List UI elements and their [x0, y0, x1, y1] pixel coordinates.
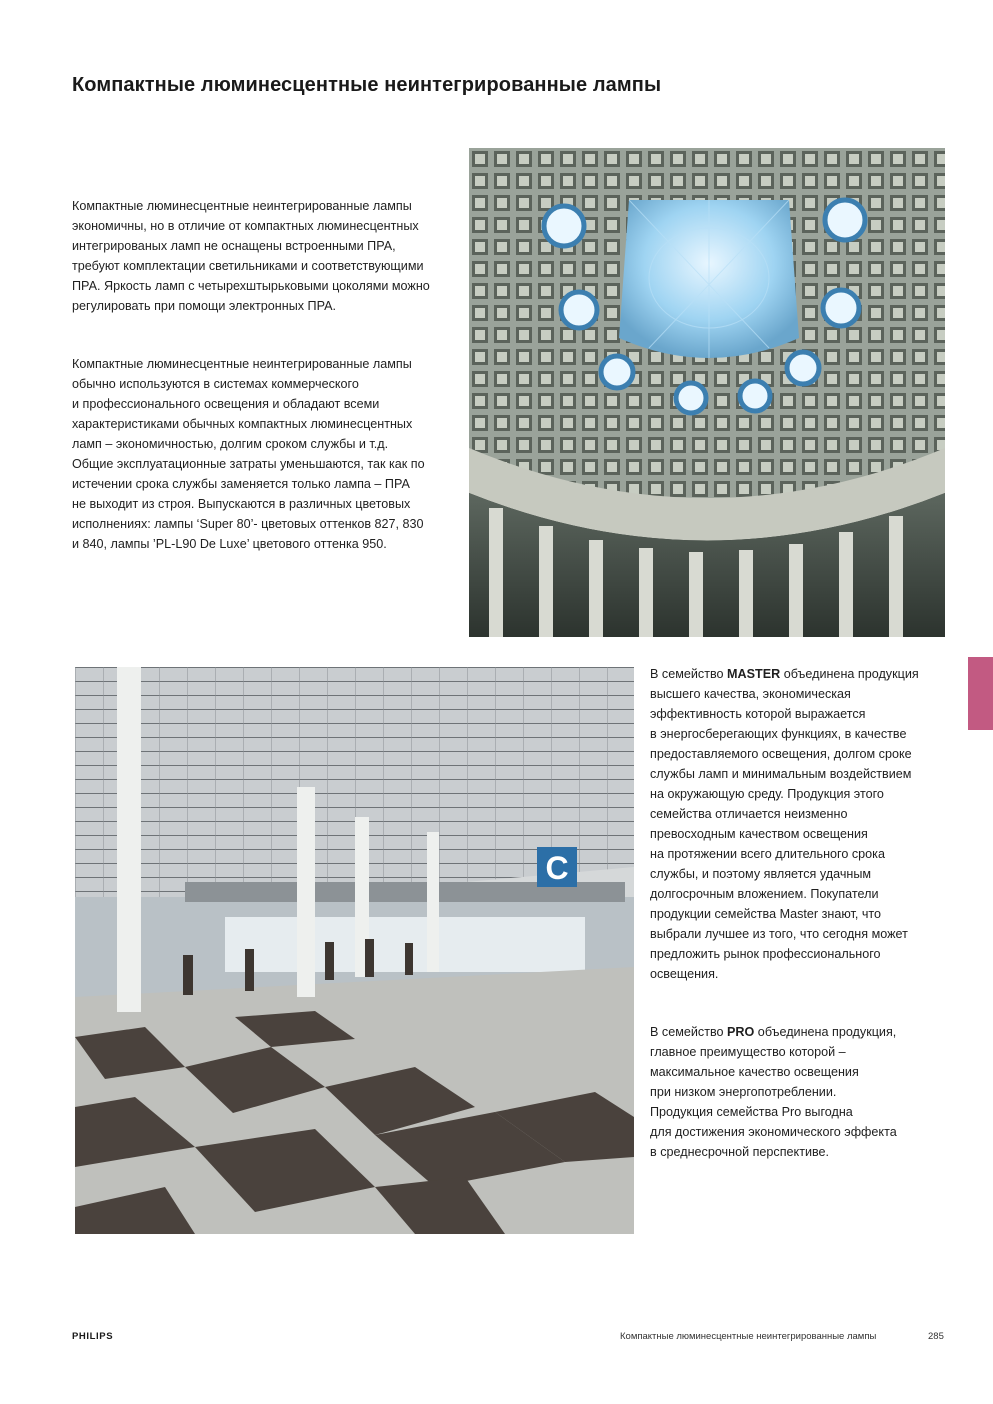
text-line: семейства отличается неизменно: [650, 807, 848, 821]
text-line: обычно используются в системах коммерческого: [72, 377, 359, 391]
page-title: Компактные люминесцентные неинтегрированные лампы: [72, 74, 662, 96]
text-line: выбрали лучшее из того, что сегодня может: [650, 927, 908, 941]
text-line: и 840, лампы ’PL-L90 De Luxe’ цветового оттенка 950.: [72, 537, 387, 551]
text-line: не выходит из строя. Выпускаются в различных цветовых: [72, 497, 411, 511]
text-line: эффективность которой выражается: [650, 707, 866, 721]
page-number: 285: [928, 1331, 944, 1342]
text-line: в среднесрочной перспективе.: [650, 1145, 830, 1159]
text-line: на протяжении всего длительного срока: [650, 847, 885, 861]
airport-hall-photo: [75, 667, 634, 1234]
philips-logo: PHILIPS: [72, 1331, 114, 1342]
text-line: характеристиками обычных компактных люминесцентных: [72, 417, 413, 431]
text-line: главное преимущество которой –: [650, 1045, 846, 1059]
dome-ceiling-illustration: [469, 148, 945, 637]
text-line: превосходным качеством освещения: [650, 827, 868, 841]
dome-ceiling-photo: [469, 148, 945, 637]
text-line: для достижения экономического эффекта: [650, 1125, 897, 1139]
text-line: Общие эксплуатационные затраты уменьшаются, так как по: [72, 457, 425, 471]
master-paragraph: [650, 664, 919, 984]
text-line: ПРА. Яркость ламп с четырехштырьковыми цоколями можно: [72, 279, 430, 293]
pro-paragraph: [650, 1022, 897, 1162]
text-line: на окружающую среду. Продукция этого: [650, 787, 884, 801]
text-line: ламп – экономичностью, долгим сроком службы и т.д.: [72, 437, 389, 451]
text-line: истечении срока службы заменяется только лампа – ПРА: [72, 477, 410, 491]
text-line: Продукция семейства Pro выгодна: [650, 1105, 853, 1119]
text-line: предоставляемого освещения, долгом сроке: [650, 747, 912, 761]
text-fragment: В семейство: [650, 667, 728, 681]
text-line: [650, 664, 919, 684]
text-line: и профессионального освещения и обладают всеми: [72, 397, 380, 411]
footer-section-title: Компактные люминесцентные неинтегрированные лампы: [620, 1331, 877, 1342]
airport-hall-illustration: [75, 667, 634, 1234]
text-line: освещения.: [650, 967, 719, 981]
text-line: службы ламп и минимальным воздействием: [650, 767, 912, 781]
text-line: исполнениях: лампы ‘Super 80’- цветовых оттенков 827, 830: [72, 517, 424, 531]
text-line: долгосрочным вложением. Покупатели: [650, 887, 879, 901]
hall-sign-letter: C: [545, 850, 569, 886]
text-line: требуют комплектации светильниками и соответствующими: [72, 259, 424, 273]
text-line: интегрированых ламп не оснащены встроенными ПРА,: [72, 239, 396, 253]
text-line: предложить рынок профессионального: [650, 947, 881, 961]
text-line: службы, и поэтому является удачным: [650, 867, 872, 881]
text-line: Компактные люминесцентные неинтегрированные лампы: [72, 199, 412, 213]
text-line: продукции семейства Master знают, что: [650, 907, 882, 921]
text-fragment: В семейство: [650, 1025, 728, 1039]
master-brand-label: MASTER: [727, 667, 781, 681]
text-line: в энергосберегающих функциях, в качестве: [650, 727, 907, 741]
text-line: высшего качества, экономическая: [650, 687, 851, 701]
text-line: Компактные люминесцентные неинтегрированные лампы: [72, 357, 412, 371]
text-fragment: объединена продукция: [780, 667, 919, 681]
text-line: [650, 1022, 897, 1042]
text-line: регулировать при помощи электронных ПРА.: [72, 299, 337, 313]
section-tab-marker: [968, 657, 993, 730]
text-fragment: объединена продукция,: [754, 1025, 897, 1039]
intro-paragraph: [72, 196, 430, 316]
pro-brand-label: PRO: [727, 1025, 755, 1039]
text-line: при низком энергопотреблении.: [650, 1085, 837, 1099]
text-line: экономичны, но в отличие от компактных люминесцентных: [72, 219, 419, 233]
text-line: максимальное качество освещения: [650, 1065, 859, 1079]
usage-paragraph: [72, 354, 425, 554]
